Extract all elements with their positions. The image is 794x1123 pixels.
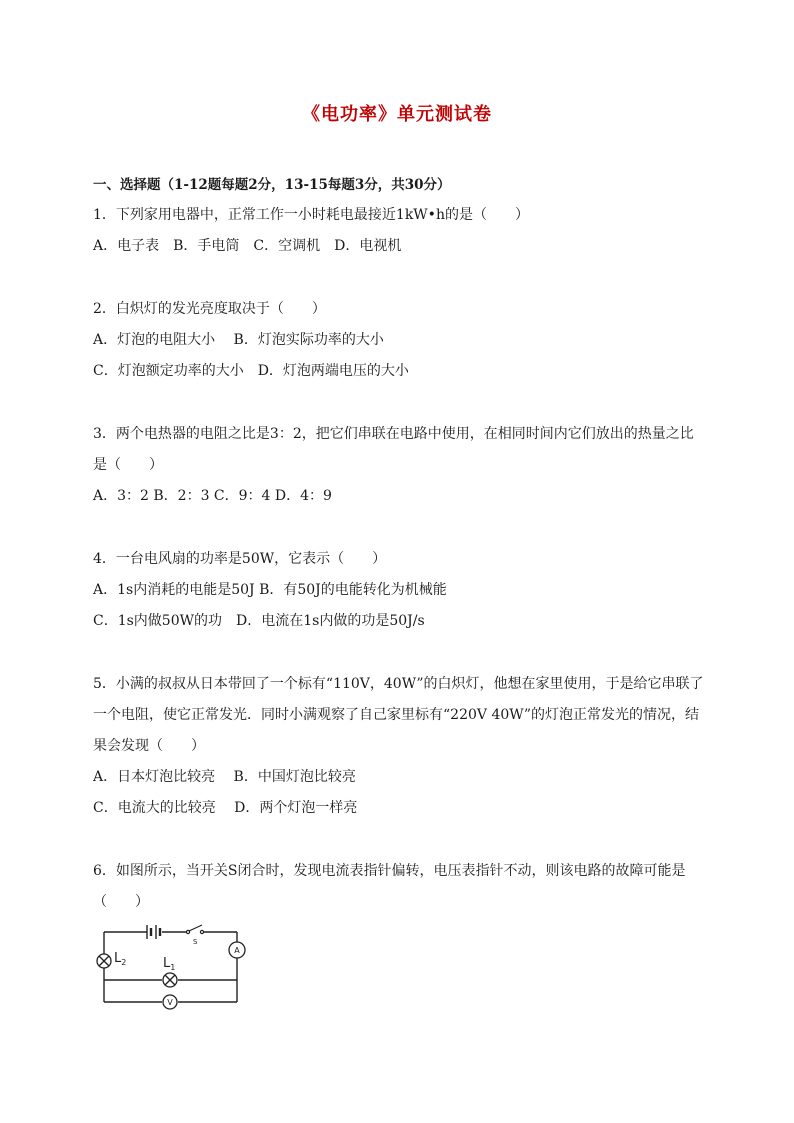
question-2-stem: 2．白炽灯的发光亮度取决于（ ） <box>93 301 326 317</box>
question-4-options-line2: C．1s内做50W的功 D．电流在1s内做的功是50J/s <box>93 613 425 629</box>
lamp-l2-label: $L_2$ <box>114 951 127 967</box>
question-3-stem-line2: 是（ ） <box>93 457 163 473</box>
question-4-stem: 4．一台电风扇的功率是50W，它表示（ ） <box>93 551 387 567</box>
question-5-stem-line1: 5．小满的叔叔从日本带回了一个标有“110V，40W”的白炽灯，他想在家里使用，于是给它串联了 <box>93 676 704 692</box>
voltmeter-icon <box>163 995 177 1009</box>
question-6-stem-line2: （ ） <box>93 894 149 910</box>
question-1-options: A．电子表 B．手电筒 C．空调机 D．电视机 <box>93 238 402 254</box>
ammeter-label: A <box>234 946 240 955</box>
page-title: 《电功率》单元测试卷 <box>302 104 492 125</box>
question-2-options-line1: A．灯泡的电阻大小 B．灯泡实际功率的大小 <box>93 332 384 348</box>
question-4-options-line1: A．1s内消耗的电能是50J B．有50J的电能转化为机械能 <box>93 582 447 598</box>
switch-icon <box>186 925 203 934</box>
battery-icon <box>147 925 160 939</box>
circuit-diagram <box>92 920 252 1012</box>
voltmeter-label: V <box>167 998 173 1007</box>
lamp-l1-label: $L_1$ <box>163 956 176 972</box>
ammeter-icon <box>229 942 245 958</box>
question-5-options-line1: A．日本灯泡比较亮 B．中国灯泡比较亮 <box>93 769 356 785</box>
question-2-options-line2: C．灯泡额定功率的大小 D．灯泡两端电压的大小 <box>93 363 409 379</box>
question-5-stem-line3: 果会发现（ ） <box>93 738 205 754</box>
lamp-l2-icon <box>97 954 111 968</box>
question-3-stem-line1: 3．两个电热器的电阻之比是3：2，把它们串联在电路中使用，在相同时间内它们放出的热量之比 <box>93 426 694 442</box>
lamp-l1-icon <box>163 973 177 987</box>
switch-label: S <box>193 938 198 946</box>
question-3-options: A．3：2 B．2：3 C．9：4 D．4：9 <box>93 488 332 504</box>
question-5-options-line2: C．电流大的比较亮 D．两个灯泡一样亮 <box>93 800 358 816</box>
question-1-stem: 1．下列家用电器中，正常工作一小时耗电最接近1kW•h的是（ ） <box>93 207 529 223</box>
question-5-stem-line2: 一个电阻，使它正常发光．同时小满观察了自己家里标有“220V 40W”的灯泡正常发光的情况，结 <box>93 707 700 723</box>
question-6-stem-line1: 6．如图所示，当开关S闭合时，发现电流表指针偏转，电压表指针不动，则该电路的故障可能是 <box>93 863 686 879</box>
section-heading: 一、选择题（1-12题每题2分，13-15每题3分，共30分） <box>93 177 451 193</box>
